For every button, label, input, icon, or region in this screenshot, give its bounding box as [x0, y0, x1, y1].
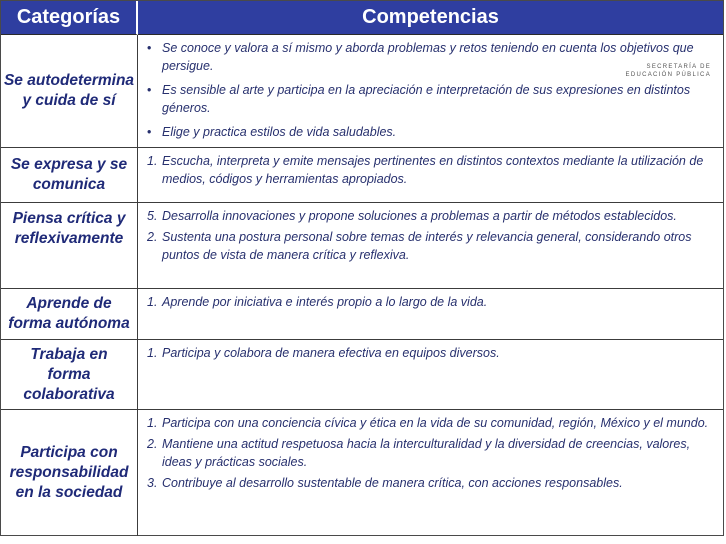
table-row — [1, 340, 723, 410]
competencies-cell — [147, 207, 715, 267]
header-categorias: Categorías — [1, 1, 138, 35]
list-item — [147, 207, 715, 225]
competency-text: Elige y practica estilos de vida saludables. — [162, 125, 397, 139]
bullet-marker: • — [147, 83, 152, 97]
list-item — [147, 123, 715, 141]
competencies-cell — [147, 414, 715, 495]
competency-text: Participa con una conciencia cívica y ética en la vida de su comunidad, región, México y el mundo. — [162, 416, 709, 430]
item-number: 2. — [147, 437, 158, 451]
category-cell: Trabaja en forma colaborativa — [1, 340, 138, 409]
competency-text: Se conoce y valora a sí mismo y aborda problemas y retos teniendo en cuenta los objetivos que persigue. — [162, 41, 694, 73]
sep-logo-line2: EDUCACIÓN PÚBLICA — [625, 72, 711, 78]
list-item — [147, 293, 715, 311]
bullet-marker: • — [147, 125, 152, 139]
list-item — [147, 81, 715, 117]
competency-text: Escucha, interpreta y emite mensajes pertinentes en distintos contextos mediante la utilización de medios, códigos y herramientas apropiados. — [162, 154, 704, 186]
sep-logo — [626, 63, 711, 79]
competencies-cell — [147, 293, 715, 314]
item-number: 2. — [147, 230, 158, 244]
bullet-marker: • — [147, 41, 152, 55]
competency-text: Sustenta una postura personal sobre temas de interés y relevancia general, considerando otros puntos de vista de manera crítica y reflexiva. — [162, 230, 692, 262]
sep-logo-line1: SECRETARÍA DE — [646, 64, 711, 70]
list-item — [147, 152, 715, 188]
table-row — [1, 35, 723, 148]
table-row — [1, 203, 723, 289]
competencies-cell — [147, 152, 715, 191]
item-number: 1. — [147, 295, 158, 309]
item-number: 3. — [147, 476, 158, 490]
category-cell: Participa con responsabilidad en la sociedad — [1, 410, 138, 536]
competency-text: Contribuye al desarrollo sustentable de manera crítica, con acciones responsables. — [162, 476, 623, 490]
category-cell: Piensa crítica y reflexivamente — [1, 203, 138, 288]
list-item — [147, 414, 715, 432]
category-cell: Se expresa y se comunica — [1, 148, 138, 202]
competency-text: Mantiene una actitud respetuosa hacia la interculturalidad y la diversidad de creencias, valores, ideas y prácticas sociales. — [162, 437, 691, 469]
competency-text: Es sensible al arte y participa en la apreciación e interpretación de sus expresiones en distintos géneros. — [162, 83, 691, 115]
list-item — [147, 344, 715, 362]
category-cell: Se autodetermina y cuida de sí — [1, 35, 138, 147]
item-number: 5. — [147, 209, 158, 223]
table-row — [1, 410, 723, 536]
list-item — [147, 435, 715, 471]
list-item — [147, 474, 715, 492]
competency-text: Aprende por iniciativa e interés propio a lo largo de la vida. — [162, 295, 488, 309]
item-number: 1. — [147, 416, 158, 430]
item-number: 1. — [147, 346, 158, 360]
competency-text: Desarrolla innovaciones y propone soluciones a problemas a partir de métodos establecidos. — [162, 209, 677, 223]
item-number: 1. — [147, 154, 158, 168]
competency-text: Participa y colabora de manera efectiva en equipos diversos. — [162, 346, 500, 360]
category-cell: Aprende de forma autónoma — [1, 289, 138, 339]
competencies-cell — [147, 39, 715, 144]
table-row — [1, 289, 723, 340]
table-row — [1, 148, 723, 203]
list-item — [147, 228, 715, 264]
header-competencias: Competencias — [138, 1, 723, 35]
competencies-cell — [147, 344, 715, 365]
